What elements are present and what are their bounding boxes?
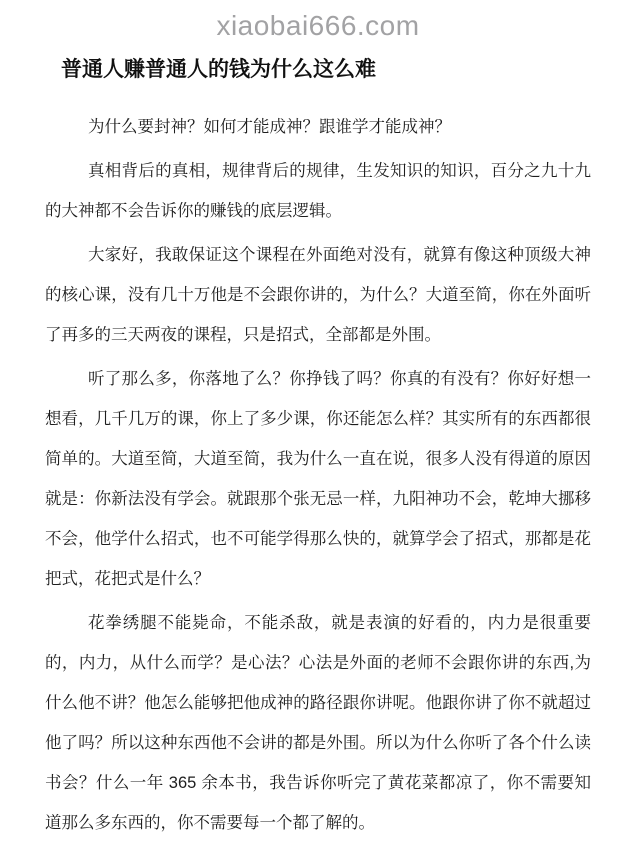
document-body <box>45 107 591 843</box>
paragraph-5: 花拳绣腿不能毙命，不能杀敌，就是表演的好看的，内力是很重要的，内力，从什么而学？是心法？心法是外面的老师不会跟你讲的东西,为什么他不讲？他怎么能够把他成神的路径跟你讲呢。他跟你讲了你不就超过他了吗？所以这种东西他不会讲的都是外围。所以为什么你听了各个什么读书会？什么一年 365 余本书，我告诉你听完了黄花菜都凉了，你不需要知道那么多东西的，你不需要每一个都了解的。 <box>45 613 591 832</box>
page-title: 普通人赚普通人的钱为什么这么难 <box>61 57 376 81</box>
paragraph-4: 听了那么多，你落地了么？你挣钱了吗？你真的有没有？你好好想一想看，几千几万的课，你上了多少课，你还能怎么样？其实所有的东西都很简单的。大道至简，大道至简，我为什么一直在说，很多人没有得道的原因就是：你新法没有学会。就跟那个张无忌一样，九阳神功不会，乾坤大挪移不会，他学什么招式，也不可能学得那么快的，就算学会了招式，那都是花把式，花把式是什么？ <box>45 369 591 588</box>
paragraph-2: 真相背后的真相，规律背后的规律，生发知识的知识，百分之九十九的大神都不会告诉你的赚钱的底层逻辑。 <box>45 161 591 220</box>
paragraph-1: 为什么要封神？如何才能成神？跟谁学才能成神？ <box>88 117 451 136</box>
watermark-text: xiaobai666.com <box>216 10 420 41</box>
paragraph-3: 大家好，我敢保证这个课程在外面绝对没有，就算有像这种顶级大神的核心课，没有几十万他是不会跟你讲的，为什么？大道至简，你在外面听了再多的三天两夜的课程，只是招式，全部都是外围。 <box>45 245 591 344</box>
